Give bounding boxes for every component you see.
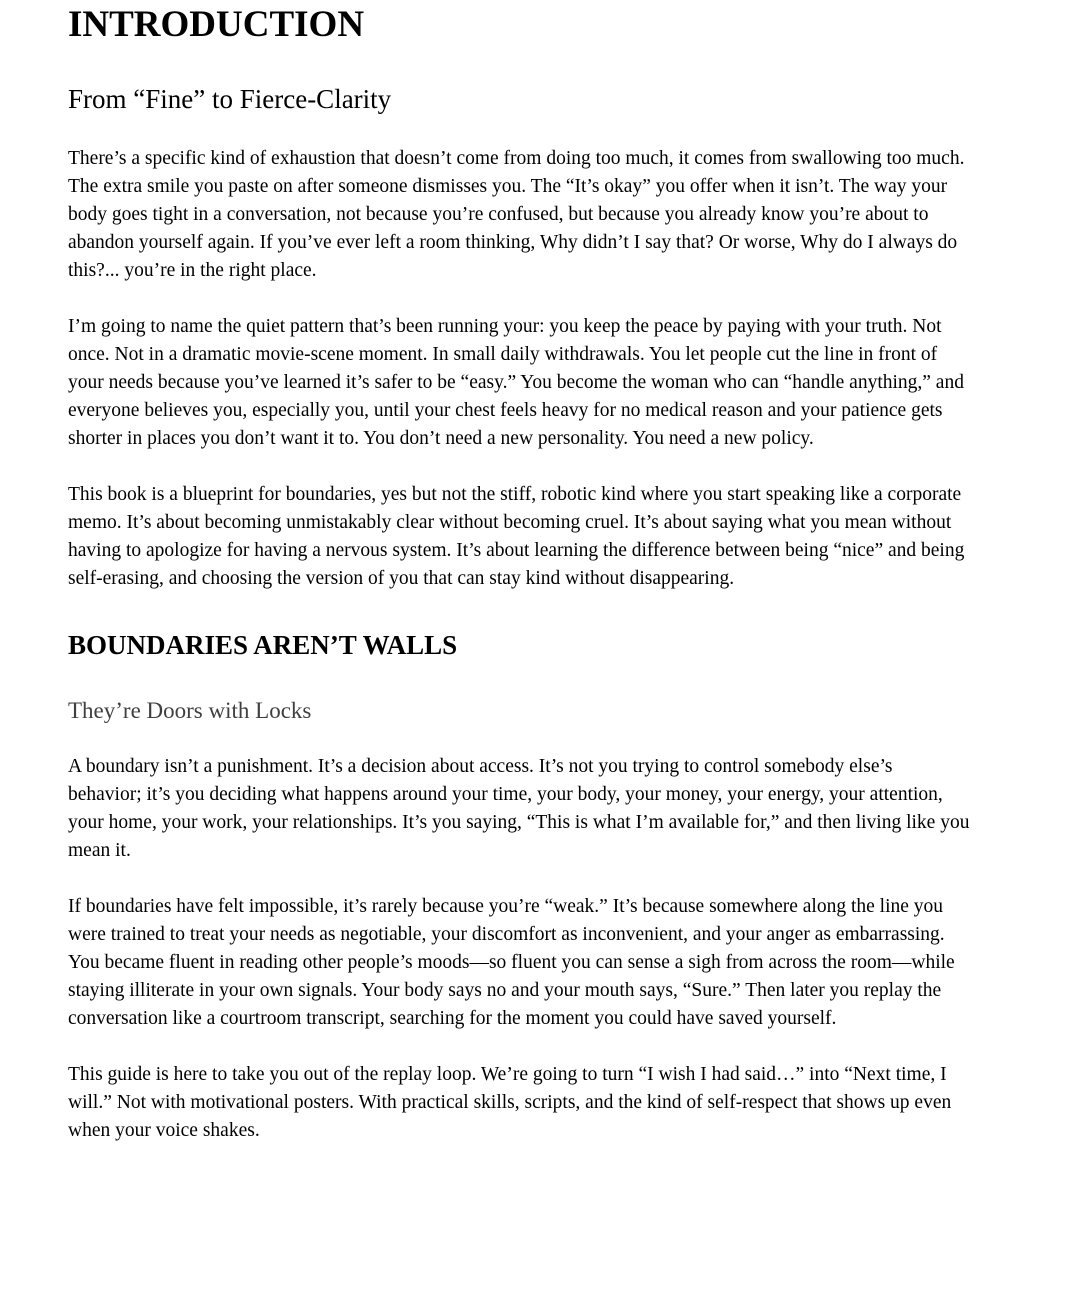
paragraph-quiet-pattern: I’m going to name the quiet pattern that’s been running your: you keep the peace by paying with your truth. Not once. Not in a dramatic movie-scene moment. In small daily withdrawals. You let people cut the line in front of your needs because you’ve learned it’s safer to be “easy.” You become the woman who can “handle anything,” and everyone believes you, especially you, until your chest feels heavy for no medical reason and your patience gets shorter in places you don’t want it to. You don’t need a new personality. You need a new policy. xyxy=(68,315,964,449)
paragraph-exhaustion: There’s a specific kind of exhaustion that doesn’t come from doing too much, it comes from swallowing too much. The extra smile you paste on after someone dismisses you. The “It’s okay” you offer when it isn’t. The way your body goes tight in a conversation, not because you’re confused, but because you already know you’re about to abandon yourself again. If you’ve ever left a room thinking, Why didn’t I say that? Or worse, Why do I always do this?... you’re in the right place. xyxy=(68,147,965,281)
sub-heading-doors-with-locks: They’re Doors with Locks xyxy=(68,698,312,724)
paragraph-boundary-not-punishment: A boundary isn’t a punishment. It’s a decision about access. It’s not you trying to control somebody else’s behavior; it’s you deciding what happens around your time, your body, your money, your energy, your attention, your home, your work, your relationships. It’s you saying, “This is what I’m available for,” and then living like you mean it. xyxy=(68,755,970,861)
section-heading-from-fine-to-fierce-clarity: From “Fine” to Fierce-Clarity xyxy=(68,83,392,114)
section-fine-to-fierce xyxy=(68,83,970,593)
paragraph-replay-loop: This guide is here to take you out of the replay loop. We’re going to turn “I wish I had said…” into “Next time, I will.” Not with motivational posters. With practical skills, scripts, and the kind of self-respect that shows up even when your voice shakes. xyxy=(68,1063,952,1141)
page-title: INTRODUCTION xyxy=(68,4,365,45)
section-boundaries-arent-walls xyxy=(68,629,970,1145)
paragraph-blueprint: This book is a blueprint for boundaries, yes but not the stiff, robotic kind where you start speaking like a corporate memo. It’s about becoming unmistakably clear without becoming cruel. It’s about saying what you mean without having to apologize for having a nervous system. It’s about learning the difference between being “nice” and being self-erasing, and choosing the version of you that can stay kind without disappearing. xyxy=(68,483,965,589)
section-heading-boundaries-arent-walls: BOUNDARIES AREN’T WALLS xyxy=(68,629,458,660)
paragraph-boundaries-felt-impossible: If boundaries have felt impossible, it’s rarely because you’re “weak.” It’s because somewhere along the line you were trained to treat your needs as negotiable, your discomfort as inconvenient, and your anger as embarrassing. You became fluent in reading other people’s moods—so fluent you can sense a sigh from across the room—while staying illiterate in your own signals. Your body says no and your mouth says, “Sure.” Then later you replay the conversation like a courtroom transcript, searching for the moment you could have saved yourself. xyxy=(68,895,955,1029)
